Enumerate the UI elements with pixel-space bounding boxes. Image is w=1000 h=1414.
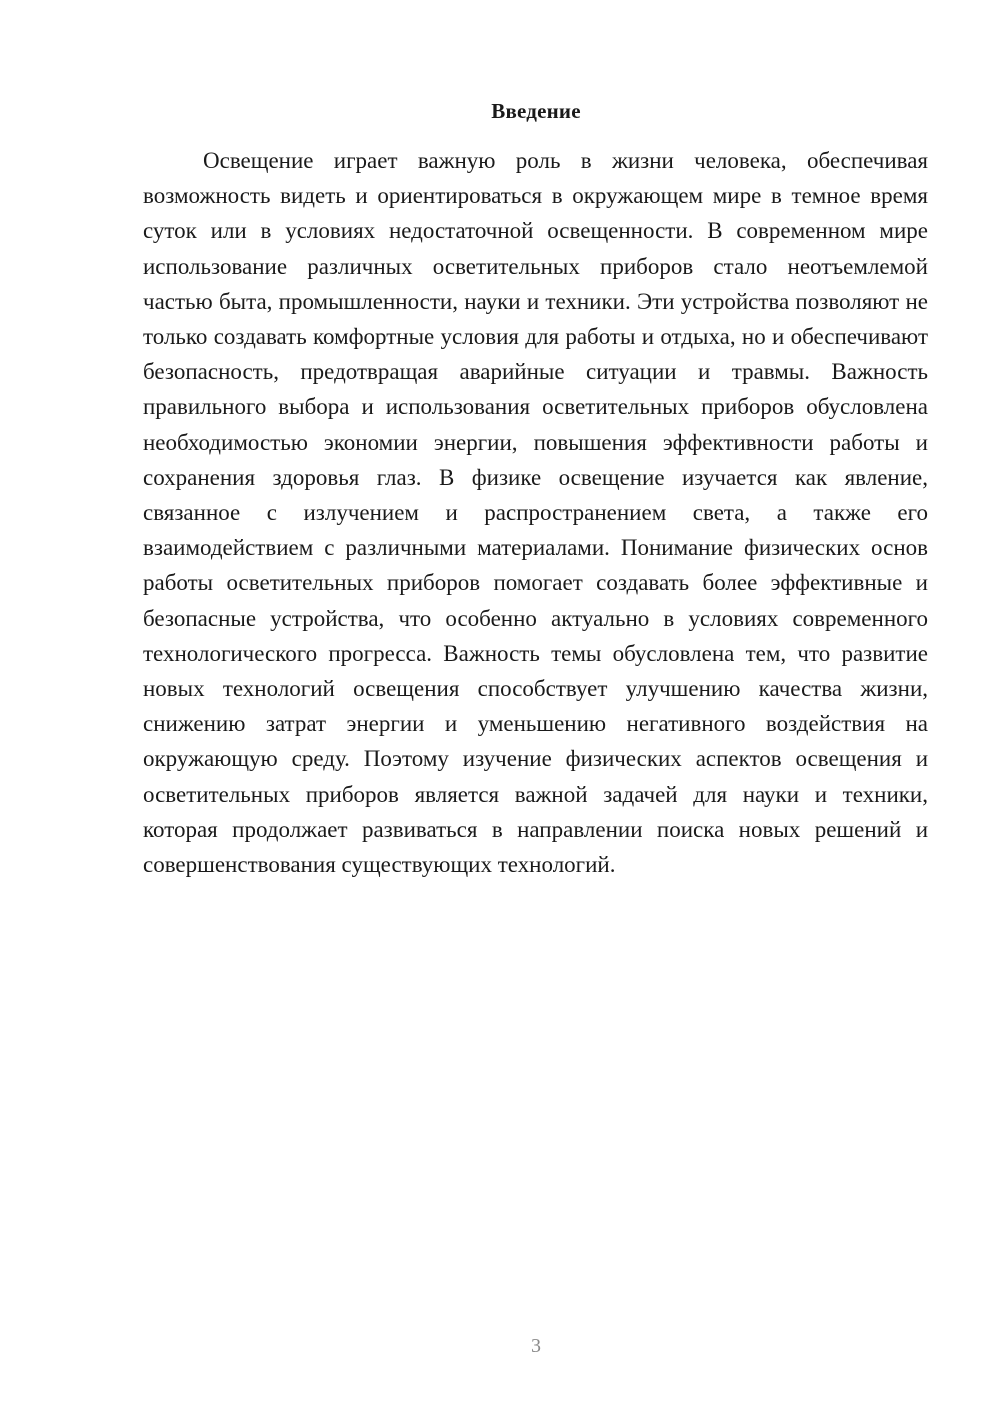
body-paragraph: Освещение играет важную роль в жизни человека, обеспечивая возможность видеть и ориентироваться в окружающем мире в темное время суток или в условиях недостаточной освещенности. В современном мире использование различных осветительных приборов стало неотъемлемой частью быта, промышленности, науки и техники. Эти устройства позволяют не только создавать комфортные условия для работы и отдыха, но и обеспечивают безопасность, предотвращая аварийные ситуации и травмы. Важность правильного выбора и использования осветительных приборов обусловлена необходимостью экономии энергии, повышения эффективности работы и сохранения здоровья глаз. В физике освещение изучается как явление, связанное с излучением и распространением света, а также его взаимодействием с различными материалами. Понимание физических основ работы осветительных приборов помогает создавать более эффективные и безопасные устройства, что особенно актуально в условиях современного технологического прогресса. Важность темы обусловлена тем, что развитие новых технологий освещения способствует улучшению качества жизни, снижению затрат энергии и уменьшению негативного воздействия на окружающую среду. Поэтому изучение физических аспектов освещения и осветительных приборов является важной задачей для науки и техники, которая продолжает развиваться в направлении поиска новых решений и совершенствования существующих технологий.: [143, 148, 928, 878]
page-number: 3: [531, 1335, 541, 1357]
page-title: Введение: [491, 99, 581, 123]
